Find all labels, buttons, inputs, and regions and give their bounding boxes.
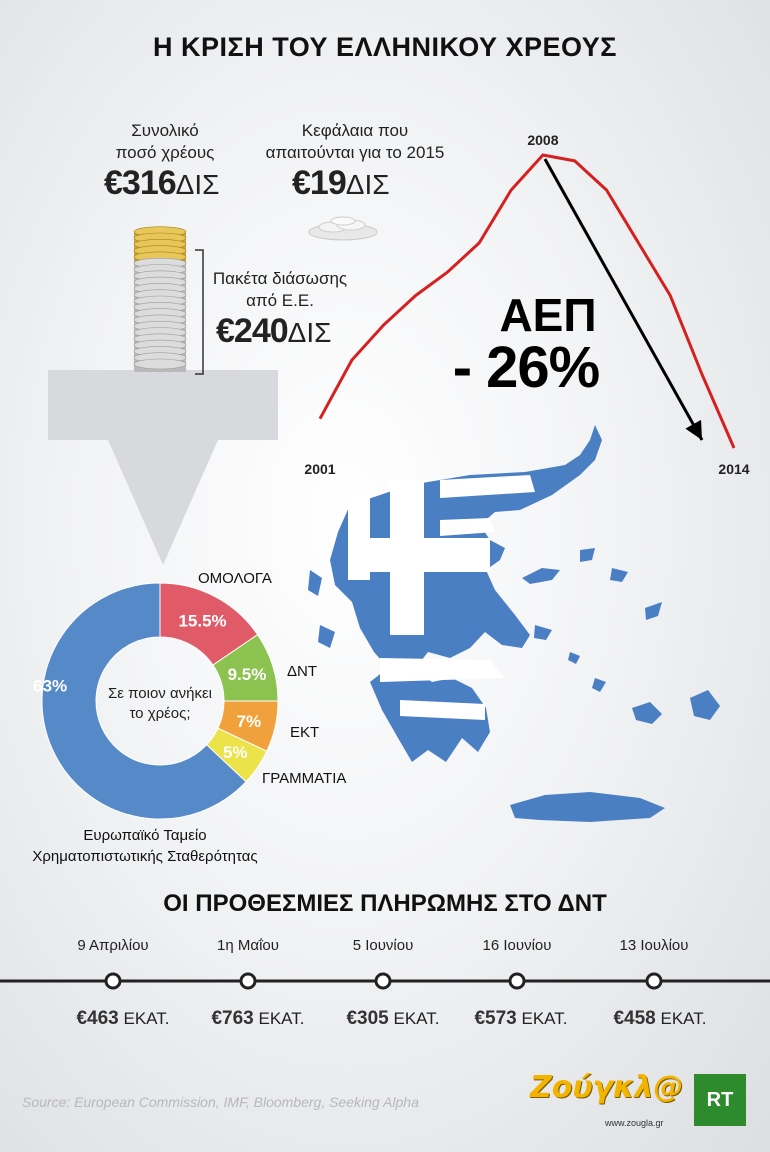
timeline-dot — [241, 974, 255, 988]
source-note: Source: European Commission, IMF, Bloomberg, Seeking Alpha — [22, 1094, 419, 1110]
donut-slice-label: 63% — [33, 676, 68, 696]
deadline-date: 13 Ιουλίου — [619, 937, 689, 954]
gdp-year-label: 2014 — [718, 461, 750, 477]
donut-center-line2: το χρέος; — [129, 705, 191, 722]
timeline — [0, 968, 770, 994]
donut-slice-label: 5% — [222, 743, 248, 763]
total-debt-label-line2: ποσό χρέους — [115, 143, 215, 162]
deadline-amount-value: €458 — [613, 1008, 656, 1029]
page-title: Η ΚΡΙΣΗ ΤΟΥ ΕΛΛΗΝΙΚΟΥ ΧΡΕΟΥΣ — [152, 32, 617, 62]
deadline-amount-value: €463 — [76, 1008, 119, 1029]
deadline-amount-unit: ΕΚΑΤ. — [660, 1009, 707, 1028]
label-imf: ΔΝΤ — [287, 663, 318, 680]
total-debt-amount — [104, 164, 244, 203]
zougla-logo[interactable]: Ζούγκλ@ — [530, 1070, 684, 1105]
total-debt-unit: ΔΙΣ — [175, 169, 220, 200]
zougla-url: www.zougla.gr — [605, 1118, 664, 1128]
capital-needed-unit: ΔΙΣ — [345, 169, 390, 200]
deadline-date: 9 Απριλίου — [77, 937, 149, 954]
donut-slice-label: 7% — [236, 711, 262, 731]
gdp-year-label: 2001 — [304, 461, 336, 477]
deadline-amount-value: €305 — [346, 1008, 389, 1029]
bailout-unit: ΔΙΣ — [287, 317, 332, 348]
donut-center-line1: Σε ποιον ανήκει — [108, 685, 212, 702]
donut-slice-label: 15.5% — [178, 611, 227, 631]
deadlines-title: ΟΙ ΠΡΟΘΕΣΜΙΕΣ ΠΛΗΡΩΜΗΣ ΣΤΟ ΔΝΤ — [163, 890, 607, 917]
timeline-dot — [376, 974, 390, 988]
capital-needed-value: €19 — [292, 164, 346, 202]
bailout-label-line2: από Ε.Ε. — [246, 291, 314, 310]
deadline-date: 16 Ιουνίου — [482, 937, 552, 954]
deadline-amount-unit: ΕΚΑΤ. — [123, 1009, 170, 1028]
deadline-amount-unit: ΕΚΑΤ. — [258, 1009, 305, 1028]
deadline-amount-unit: ΕΚΑΤ. — [521, 1009, 568, 1028]
label-ecb: ΕΚΤ — [290, 724, 320, 741]
total-debt-label — [90, 120, 240, 164]
deadline-date: 1η Μαΐου — [217, 937, 279, 954]
deadline-amount — [188, 1008, 328, 1030]
capital-needed-label-line1: Κεφάλαια που — [301, 121, 409, 140]
timeline-dot — [106, 974, 120, 988]
down-arrow-icon — [18, 370, 308, 570]
label-efsf — [0, 825, 290, 867]
coin — [134, 359, 186, 369]
deadline-amount — [451, 1008, 591, 1030]
capital-needed-label-line2: απαιτούνται για το 2015 — [265, 143, 445, 162]
donut-center-text — [90, 684, 230, 724]
timeline-dot — [647, 974, 661, 988]
label-bonds: ΟΜΟΛΟΓΑ — [198, 570, 272, 587]
total-debt-value: €316 — [104, 164, 176, 202]
rt-logo[interactable]: RT — [694, 1074, 746, 1126]
coin-stack-icon — [128, 218, 192, 383]
label-efsf-line1: Ευρωπαϊκό Ταμείο — [83, 827, 207, 844]
bailout-label-line1: Πακέτα διάσωσης — [212, 269, 348, 288]
donut-slice-label: 9.5% — [227, 665, 267, 685]
deadline-date: 5 Ιουνίου — [352, 937, 414, 954]
gdp-value: - 26% — [452, 335, 600, 400]
total-debt-label-line1: Συνολικό — [131, 121, 199, 140]
deadline-amount-value: €763 — [211, 1008, 254, 1029]
deadline-amount-value: €573 — [474, 1008, 517, 1029]
label-bills: ΓΡΑΜΜΑΤΙΑ — [262, 770, 347, 787]
gdp-year-label: 2008 — [527, 132, 559, 148]
deadline-amount — [53, 1008, 193, 1030]
deadline-amount — [590, 1008, 730, 1030]
deadline-amount-unit: ΕΚΑΤ. — [393, 1009, 440, 1028]
label-efsf-line2: Χρηματοπιστωτικής Σταθερότητας — [32, 848, 258, 865]
bailout-value: €240 — [216, 312, 288, 350]
timeline-dot — [510, 974, 524, 988]
deadline-amount — [323, 1008, 463, 1030]
gdp-title: ΑΕΠ — [499, 289, 597, 341]
